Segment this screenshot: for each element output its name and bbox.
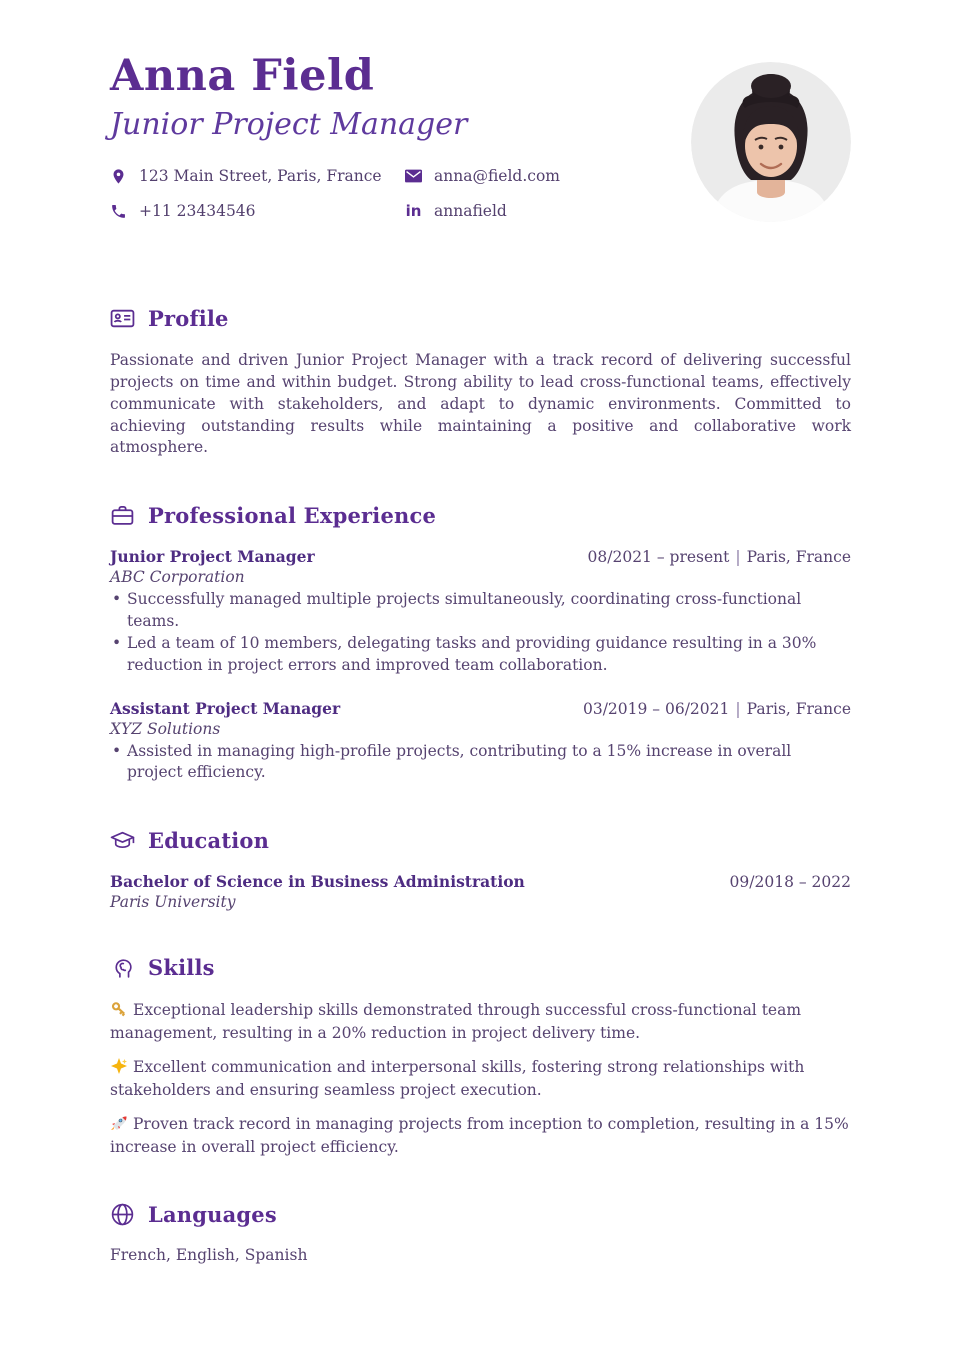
globe-icon — [110, 1202, 135, 1227]
job-bullet: • Successfully managed multiple projects simultaneously, coordinating cross-functional teams. — [110, 589, 851, 633]
contact-email-text: anna@field.com — [434, 167, 560, 186]
location-pin-icon — [110, 168, 127, 185]
contact-linkedin-text: annafield — [434, 202, 507, 221]
section-experience — [110, 503, 851, 784]
job-bullet-list — [110, 741, 851, 785]
skill-item — [110, 1113, 851, 1158]
job-location: Paris, France — [746, 699, 851, 718]
skills-section-title: Skills — [148, 955, 215, 981]
skill-text: Proven track record in managing projects from inception to completion, resulting in a 15% increase in overall project efficiency. — [110, 1115, 849, 1156]
job-dates: 08/2021 – present — [587, 548, 730, 567]
skill-item — [110, 1056, 851, 1101]
profile-summary: Passionate and driven Junior Project Manager with a track record of delivering successful projects on time and within budget. Strong ability to lead cross-functional teams, effectively communicate with stakeholders, and adapt to dynamic environments. Committed to achieving outstanding results while maintaining a positive and collaborative work atmosphere. — [110, 351, 851, 457]
education-dates: 09/2018 – 2022 — [729, 873, 851, 892]
education-section-title: Education — [148, 828, 270, 854]
job-entry — [110, 699, 851, 785]
degree-title: Bachelor of Science in Business Administration — [110, 872, 525, 892]
job-location: Paris, France — [746, 548, 851, 567]
profile-section-header — [110, 306, 851, 331]
languages-list: French, English, Spanish — [110, 1246, 308, 1265]
languages-section-header — [110, 1202, 851, 1227]
key-icon — [110, 1001, 128, 1017]
job-separator: | — [735, 699, 741, 718]
section-skills — [110, 955, 851, 1158]
job-bullet: • Assisted in managing high-profile projects, contributing to a 15% increase in overall project efficiency. — [110, 741, 851, 785]
job-bullet: • Led a team of 10 members, delegating tasks and providing guidance resulting in a 30% reduction in project errors and improved team collaboration. — [110, 633, 851, 677]
profile-photo — [691, 62, 851, 222]
profile-section-title: Profile — [148, 306, 229, 331]
contact-address-text: 123 Main Street, Paris, France — [139, 167, 382, 186]
education-header — [110, 872, 851, 891]
skill-text: Exceptional leadership skills demonstrated through successful cross-functional team management, resulting in a 20% reduction in project delivery time. — [110, 1001, 802, 1042]
phone-icon — [110, 203, 127, 220]
graduation-cap-icon — [110, 828, 135, 853]
person-job-title: Junior Project Manager — [110, 107, 468, 143]
contact-phone — [110, 202, 405, 220]
briefcase-icon — [110, 503, 135, 528]
experience-section-title: Professional Experience — [148, 503, 437, 529]
experience-section-header — [110, 503, 851, 528]
job-bullet-list — [110, 589, 851, 676]
job-header — [110, 547, 851, 566]
star-icon — [110, 1058, 128, 1074]
job-company: XYZ Solutions — [110, 719, 221, 738]
job-header — [110, 699, 851, 718]
contact-phone-text: +11 23434546 — [139, 202, 256, 221]
education-section-header — [110, 828, 851, 853]
head-brain-icon — [110, 955, 135, 980]
person-name: Anna Field — [110, 51, 375, 101]
job-separator: | — [735, 548, 741, 567]
job-title: Assistant Project Manager — [110, 698, 341, 718]
languages-section-title: Languages — [148, 1202, 277, 1228]
email-icon — [405, 168, 422, 185]
education-entry — [110, 872, 851, 911]
resume-header — [110, 52, 851, 230]
linkedin-icon: in — [405, 202, 422, 221]
school-name: Paris University — [110, 893, 236, 912]
section-languages — [110, 1202, 851, 1264]
section-education — [110, 828, 851, 911]
contact-address — [110, 167, 405, 185]
skill-item — [110, 999, 851, 1044]
job-company: ABC Corporation — [110, 568, 245, 587]
job-dates-location — [583, 700, 851, 718]
job-entry — [110, 547, 851, 676]
skills-section-header — [110, 955, 851, 980]
job-dates-location — [588, 548, 851, 566]
section-profile — [110, 306, 851, 459]
skill-text: Excellent communication and interpersonal skills, fostering strong relationships with stakeholders and ensuring seamless project execution. — [110, 1058, 805, 1099]
rocket-icon — [110, 1115, 128, 1131]
job-dates: 03/2019 – 06/2021 — [582, 699, 730, 718]
id-card-icon — [110, 306, 135, 331]
job-title: Junior Project Manager — [110, 547, 315, 567]
